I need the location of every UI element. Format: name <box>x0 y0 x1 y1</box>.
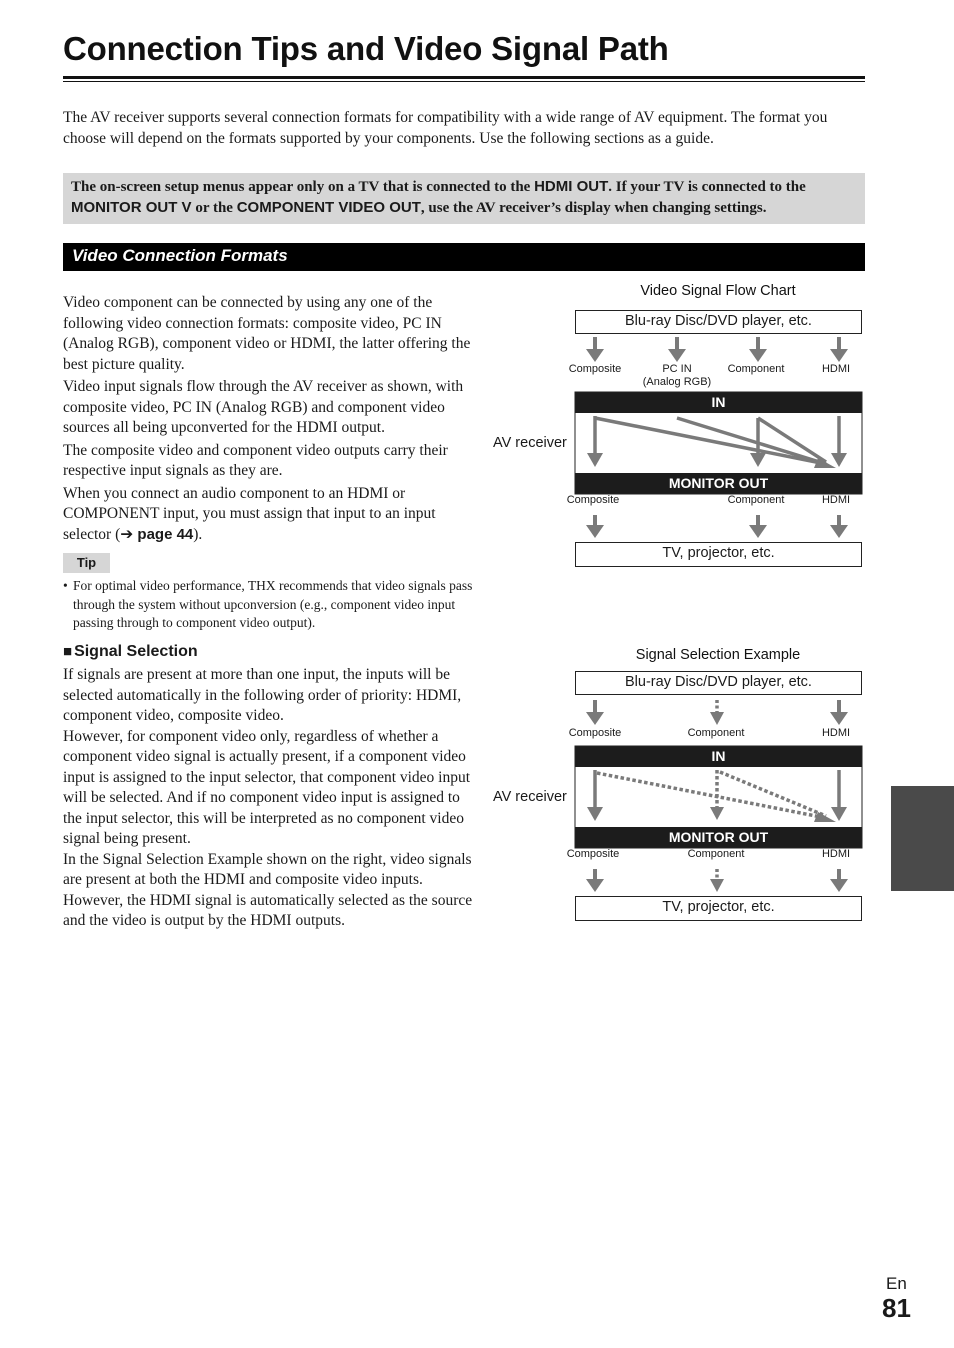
sink-box: TV, projector, etc. <box>575 542 862 567</box>
section-header <box>63 243 865 271</box>
receiver-frame <box>575 392 862 494</box>
paragraph: However, for component video only, regardless of whether a component video signal is actually present, if a component video input is assigned to the input selector, that component video input will be selected. And if no component video input is assigned to the input selector, this will be interpreted as no component video signal being present. <box>63 727 471 847</box>
input-label-component: Component <box>687 727 745 739</box>
output-label-component: Component <box>727 494 785 506</box>
monitor-out-bar: MONITOR OUT <box>575 473 862 494</box>
section-title: Video Connection Formats <box>72 246 288 265</box>
output-label-hdmi: HDMI <box>821 494 851 506</box>
paragraph-text: ). <box>193 525 203 543</box>
input-label-hdmi: HDMI <box>821 363 851 375</box>
input-label-analog-rgb: (Analog RGB) <box>642 376 712 388</box>
output-arrows <box>586 515 848 538</box>
video-formats-text <box>63 293 475 547</box>
notice-text: or the <box>191 199 237 216</box>
paragraph: Video component can be connected by using any one of the following video connection formats: composite video, PC IN (Analog RGB), component video or HDMI, the latter offering the best picture quality. <box>63 294 471 373</box>
av-receiver-label: AV receiver <box>493 789 567 805</box>
signal-paths <box>587 770 847 822</box>
input-label-component: Component <box>727 363 785 375</box>
notice-box <box>63 173 865 224</box>
in-bar: IN <box>575 392 862 413</box>
input-label-composite: Composite <box>568 727 622 739</box>
intro-paragraph: The AV receiver supports several connection formats for compatibility with a wide range of AV equipment. The format you choose will depend on the formats supported by your components. Use the following sections as a guide. <box>63 109 828 147</box>
output-label-component: Component <box>687 848 745 860</box>
paragraph-text: When you connect an audio component to an HDMI or COMPONENT input, you must assign that input to an input selector ( <box>63 484 436 543</box>
diagram-title: Signal Selection Example <box>635 647 801 663</box>
in-bar: IN <box>575 746 862 767</box>
arrow-icon: ➔ <box>120 525 134 543</box>
page-title: Connection Tips and Video Signal Path <box>63 30 669 67</box>
input-label-composite: Composite <box>568 363 622 375</box>
input-arrows <box>586 337 848 362</box>
signal-selection-text <box>63 665 475 932</box>
signal-arrowheads <box>587 453 847 468</box>
paragraph: If signals are present at more than one input, the inputs will be selected automatically in the following order of priority: HDMI, component video, composite video. <box>63 666 462 724</box>
source-box: Blu-ray Disc/DVD player, etc. <box>575 671 862 695</box>
source-box: Blu-ray Disc/DVD player, etc. <box>575 310 862 334</box>
input-arrows <box>586 700 848 725</box>
page-link[interactable]: page 44 <box>133 525 194 543</box>
tip-text <box>63 577 475 633</box>
diagram-title: Video Signal Flow Chart <box>640 283 796 299</box>
tip-label: Tip <box>63 553 110 573</box>
tip-body: For optimal video performance, THX recommends that video signals pass through the system without upconversion (e.g., component video input passing through to component video output). <box>73 578 473 630</box>
sink-box: TV, projector, etc. <box>575 896 862 921</box>
paragraph <box>63 484 475 546</box>
output-label-hdmi: HDMI <box>821 848 851 860</box>
title-rule <box>63 76 865 79</box>
notice-text: , use the AV receiver’s display when changing settings. <box>420 199 767 216</box>
paragraph: Video input signals flow through the AV receiver as shown, with composite video, PC IN (Analog RGB) and component video sources all being upconverted for the HDMI output. <box>63 378 464 436</box>
paragraph: The composite video and component video outputs carry their respective input signals as they are. <box>63 441 448 479</box>
signal-selection-heading <box>63 643 198 661</box>
monitor-out-bar: MONITOR OUT <box>575 827 862 848</box>
receiver-frame <box>575 746 862 848</box>
bullet-icon: • <box>63 578 68 593</box>
input-label-pc-in: PC IN <box>662 363 692 375</box>
notice-monitor-out: MONITOR OUT V <box>71 198 192 216</box>
page-language: En <box>886 1274 907 1293</box>
input-label-hdmi: HDMI <box>821 727 851 739</box>
output-arrows <box>586 869 848 892</box>
signal-paths <box>595 416 839 464</box>
output-label-composite: Composite <box>566 848 620 860</box>
output-label-composite: Composite <box>566 494 620 506</box>
page-number: 81 <box>882 1293 911 1323</box>
chapter-side-tab <box>891 786 954 891</box>
notice-text: . If your TV is connected to the <box>608 179 806 195</box>
title-rule-thin <box>63 81 865 82</box>
notice-text: The on-screen setup menus appear only on a TV that is connected to the <box>71 179 535 195</box>
square-bullet-icon: ■ <box>63 643 73 660</box>
heading-text: Signal Selection <box>74 643 198 660</box>
notice-component-out: COMPONENT VIDEO OUT <box>236 198 421 216</box>
paragraph: In the Signal Selection Example shown on the right, video signals are present at both the HDMI and composite video inputs. However, the HDMI signal is automatically selected as the source and the video is output by the HDMI outputs. <box>63 850 473 929</box>
av-receiver-label: AV receiver <box>493 435 567 451</box>
notice-hdmi-out: HDMI OUT <box>534 178 609 195</box>
